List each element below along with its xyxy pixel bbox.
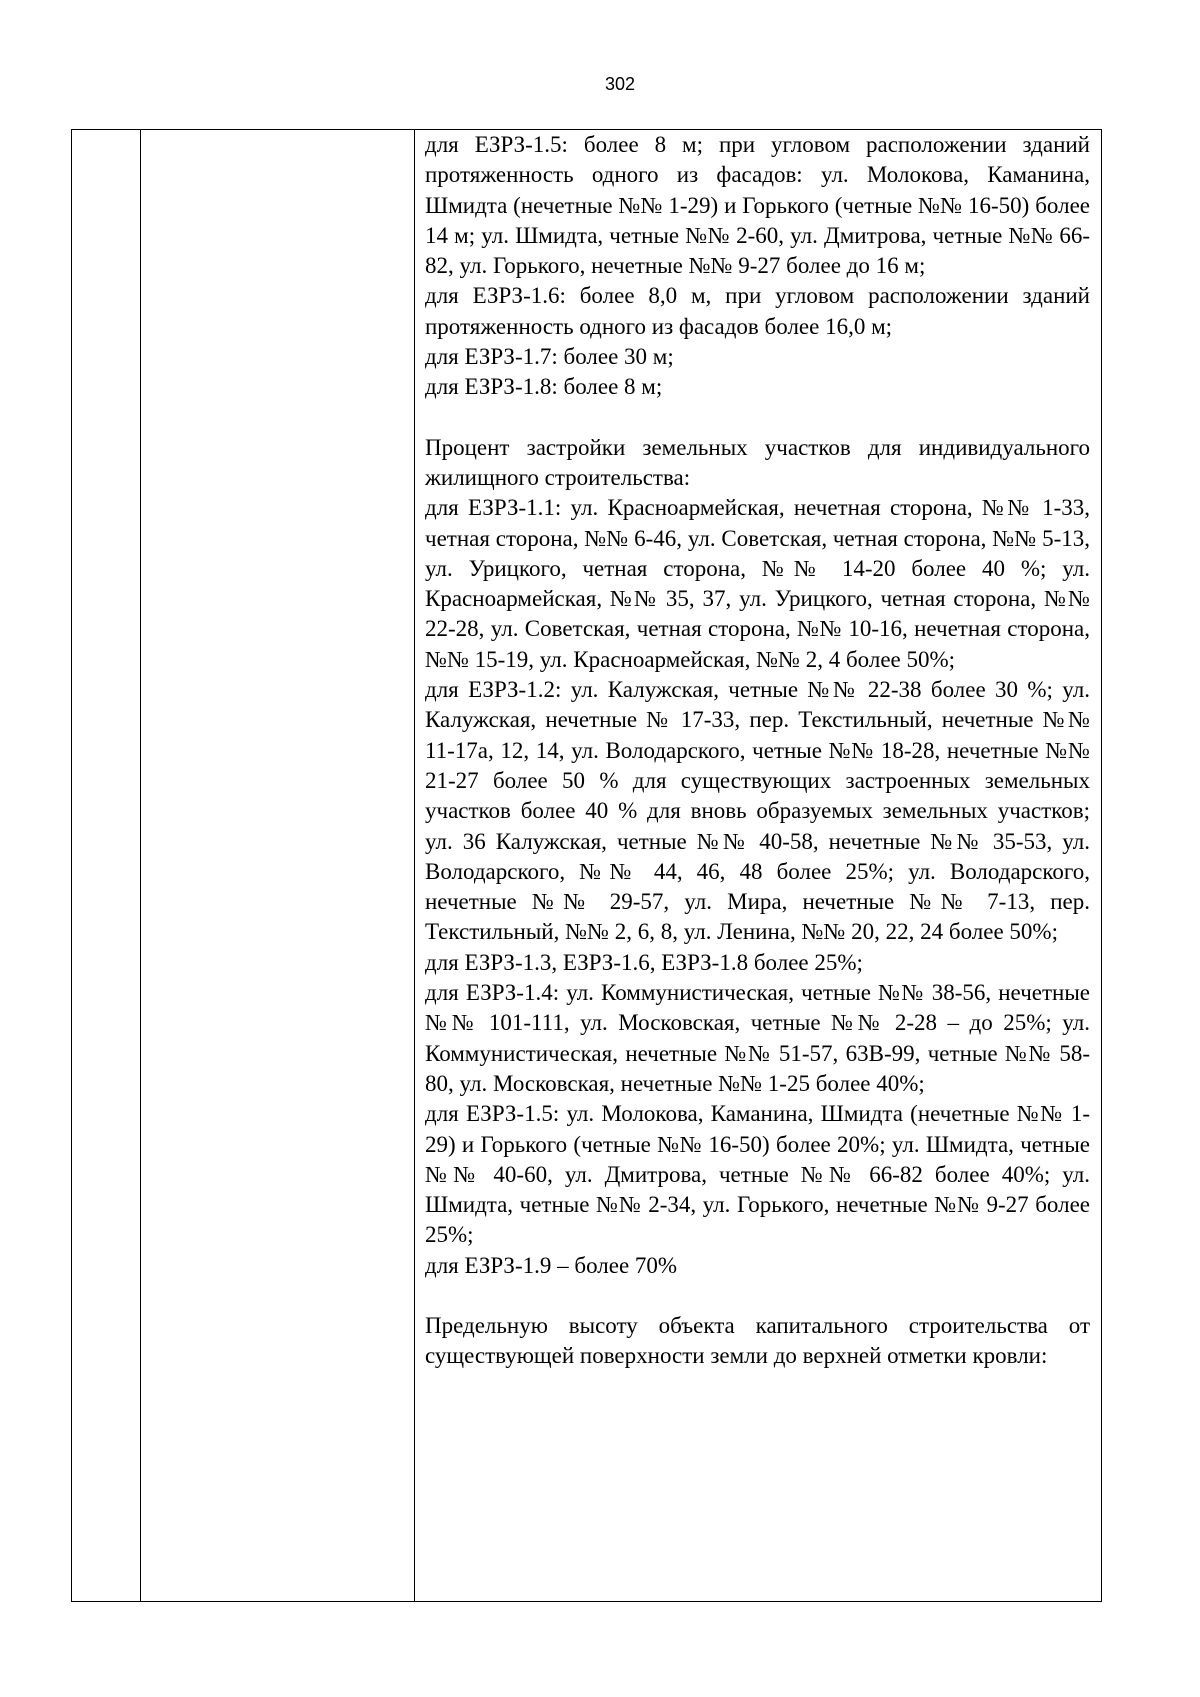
table-cell-text — [425, 130, 1090, 1372]
paragraph-gap — [425, 403, 1090, 433]
paragraph-ezrz-1-1-percentage: для ЕЗРЗ-1.1: ул. Красноармейская, нечетная сторона, №№ 1-33, четная сторона, №№ 6-46, ул. Советская, четная сторона, №№ 5-13, ул. Урицкого, четная сторона, №№ 14-20 более 40 %; ул. Красноармейская, №№ 35, 37, ул. Урицкого, четная сторона, №№ 22-28, ул. Советская, четная сторона, №№ 10-16, нечетная сторона, №№ 15-19, ул. Красноармейская, №№ 2, 4 более 50%; — [425, 495, 1090, 672]
paragraph-ezrz-1-3-1-6-1-8-percentage: для ЕЗРЗ-1.3, ЕЗРЗ-1.6, ЕЗРЗ-1.8 более 25%; — [425, 949, 863, 975]
column-divider-1 — [140, 130, 141, 1601]
paragraph-gap — [425, 1281, 1090, 1311]
paragraph-ezrz-1-2-percentage: для ЕЗРЗ-1.2: ул. Калужская, четные №№ 22-38 более 30 %; ул. Калужская, нечетные № 17-33, пер. Текстильный, нечетные №№ 11-17а, 12, 14, ул. Володарского, четные №№ 18-28, нечетные №№ 21-27 более 50 % для существующих застроенных земельных участков более 40 % для вновь образуемых земельных участков; ул. 36 Калужская, четные №№ 40-58, нечетные №№ 35-53, ул. Володарского, №№ 44, 46, 48 более 25%; ул. Володарского, нечетные №№ 29-57, ул. Мира, нечетные №№ 7-13, пер. Текстильный, №№ 2, 6, 8, ул. Ленина, №№ 20, 22, 24 более 50%; — [425, 677, 1090, 945]
document-table — [71, 129, 1102, 1602]
page-number: 302 — [604, 74, 636, 94]
paragraph-ezrz-1-4-percentage: для ЕЗРЗ-1.4: ул. Коммунистическая, четные №№ 38-56, нечетные №№ 101-111, ул. Московская, четные №№ 2-28 – до 25%; ул. Коммунистическая, нечетные №№ 51-57, 63В-99, четные №№ 58-80, ул. Московская, нечетные №№ 1-25 более 40%; — [425, 980, 1090, 1096]
paragraph-ezrz-1-7-facade: для ЕЗРЗ-1.7: более 30 м; — [425, 344, 674, 370]
heading-max-height: Предельную высоту объекта капитального строительства от существующей поверхности земли до верхней отметки кровли: — [425, 1312, 1090, 1369]
heading-building-percentage: Процент застройки земельных участков для индивидуального жилищного строительства: — [425, 434, 1090, 490]
column-divider-2 — [414, 130, 415, 1601]
paragraph-ezrz-1-9-percentage: для ЕЗРЗ-1.9 – более 70% — [425, 1252, 678, 1278]
paragraph-ezrz-1-8-facade: для ЕЗРЗ-1.8: более 8 м; — [425, 374, 663, 400]
paragraph-ezrz-1-5-percentage: для ЕЗРЗ-1.5: ул. Молокова, Каманина, Шмидта (нечетные №№ 1-29) и Горького (четные №№ 16-50) более 20%; ул. Шмидта, четные №№ 40-60, ул. Дмитрова, четные №№ 66-82 более 40%; ул. Шмидта, четные №№ 2-34, ул. Горького, нечетные №№ 9-27 более 25%; — [425, 1101, 1090, 1248]
paragraph-ezrz-1-6-facade: для ЕЗРЗ-1.6: более 8,0 м, при угловом расположении зданий протяженность одного из фасадов более 16,0 м; — [425, 283, 1090, 339]
paragraph-ezrz-1-5-facade: для ЕЗРЗ-1.5: более 8 м; при угловом расположении зданий протяженность одного из фасадов: ул. Молокова, Каманина, Шмидта (нечетные №№ 1-29) и Горького (четные №№ 16-50) более 14 м; ул. Шмидта, четные №№ 2-60, ул. Дмитрова, четные №№ 66-82, ул. Горького, нечетные №№ 9-27 более до 16 м; — [425, 132, 1090, 279]
